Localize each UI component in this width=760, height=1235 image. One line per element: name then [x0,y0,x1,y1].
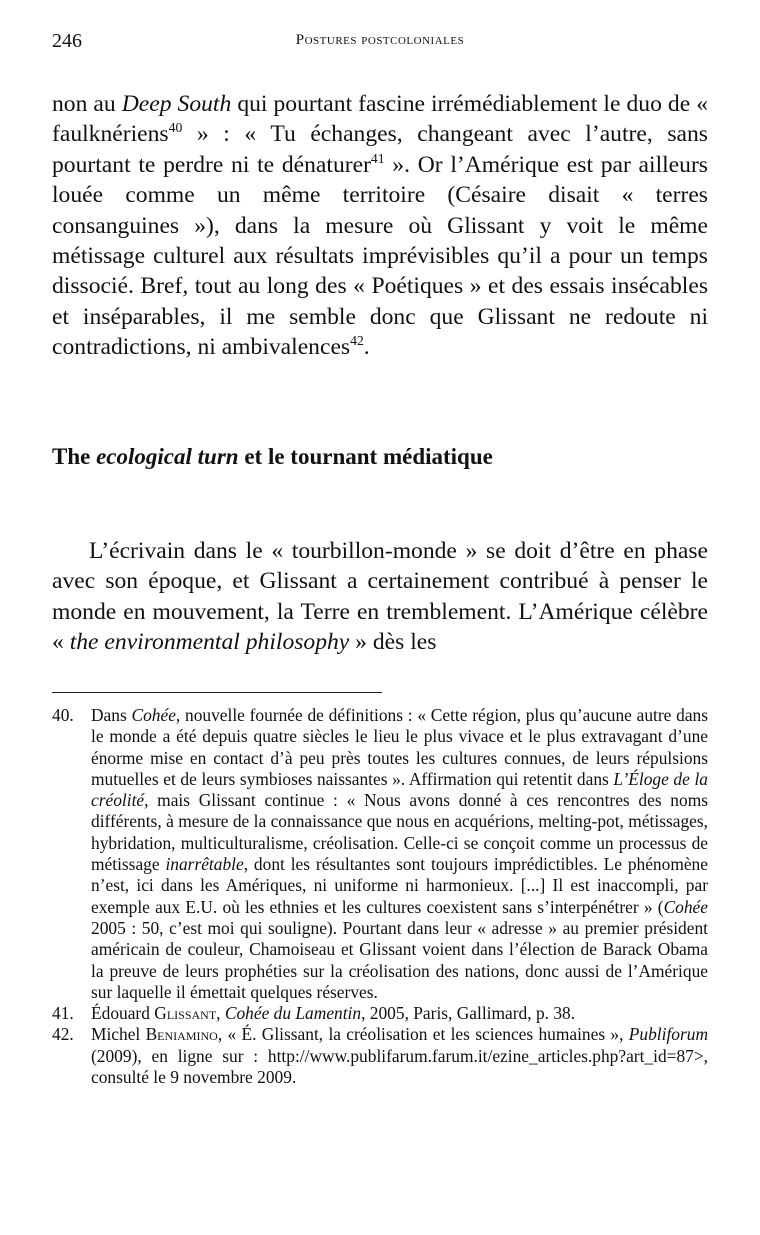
italic-run: Cohée du Lamentin [224,1003,362,1024]
text-run: ». Or l’Amérique est par ailleurs louée comme un même territoire (Césaire disait « terres consanguines »), dans la mesure où Glissant y voit le même métissage culturel aux résultats imprévisibles qu’il a pour un temps dissocié. Bref, tout au long des « Poétiques » et des essais insécables et inséparables, il me semble donc que Glissant ne redoute ni contradictions, ni ambivalences [52,151,708,361]
italic-run: Deep South [121,91,232,117]
italic-run: L’Éloge de la créolité [91,768,708,811]
text-run: L’écrivain dans le « tourbillon-monde » se doit d’être en phase avec son époque, et Glissant a certainement contribué à penser le monde en mouvement, la Terre en tremblement. L’Amérique célèbre « [52,538,708,656]
footnote-separator [52,692,382,693]
text-run: Dans [91,705,132,725]
text-run: Michel [91,1024,146,1045]
text-run: , [216,1003,225,1024]
italic-run: the environmental philosophy [69,629,350,656]
text-run: qui pourtant fascine irrémédiablement le duo de « faulknériens [52,91,708,148]
italic-run: Cohée [131,705,176,725]
page-header [52,30,708,56]
footnote-ref-40[interactable]: 40 [168,120,183,136]
footnote-40 [52,705,708,1003]
text-run: , « É. Glissant, la créolisation et les sciences humaines », [217,1024,629,1045]
heading-text: The [52,444,97,469]
text-run: » dès les [349,629,437,656]
section-heading [52,444,493,470]
footnote-number: 41. [52,1003,74,1024]
text-run: , dont les résultantes sont toujours imprédictibles. Le phénomène n’est, ici dans les Amériques, ni uniforme ni harmonieux. [...] Il est inaccompli, par exemple aux E.U. où les ethnies et les cultures coexistent sans s’interpénétrer » ( [91,854,708,917]
footnote-42 [52,1024,708,1088]
text-run: , mais Glissant continue : « Nous avons donné à ces rencontres des noms différents, à mesure de la connaissance que nous en acquérions, melting-pot, métissages, hybridation, multiculturalisme, créolisation. Celle-ci se conçoit comme un processus de métissage [91,790,708,875]
heading-italic: ecological turn [96,444,239,469]
text-run: Édouard [91,1003,155,1024]
body-paragraph-2 [52,536,708,658]
text-run: 2005 : 50, c’est moi qui souligne). Pourtant dans leur « adresse » au premier président américain de couleur, Chamoiseau et Glissant voient dans l’élection de Barack Obama la preuve de leurs prophéties sur la créolisation des nations, donc aussi de l’Amérique sur laquelle il émettait quelques réserves. [91,917,708,1002]
running-title: Postures postcoloniales [295,32,465,48]
footnote-ref-41[interactable]: 41 [370,150,385,166]
footnote-number: 40. [52,705,74,725]
footnote-ref-42[interactable]: 42 [350,333,364,349]
link-text[interactable]: (2009), en ligne sur : http://www.publifarum.farum.it/ezine_articles.php?art_id=87>, consulté le 9 novembre 2009. [91,1045,708,1088]
text-run: » : « Tu échanges, changeant avec l’autre, sans pourtant te perdre ni te dénaturer [52,121,708,178]
body-paragraph-1 [52,89,708,363]
italic-run: Publiforum [628,1024,709,1045]
text-run: non au [52,91,122,117]
author-surname: Beniamino [145,1024,218,1045]
footnote-number: 42. [52,1024,74,1045]
text-run: . [363,334,370,361]
author-surname: Glissant [154,1003,217,1024]
italic-run: Cohée [663,896,708,917]
text-run: , 2005, Paris, Gallimard, p. 38. [361,1003,576,1024]
text-run: , nouvelle fournée de définitions : « Cette région, plus qu’aucune autre dans le monde a été depuis quatre siècles le lieu le plus vivace et le plus extravagant d’une énorme mise en contact d’à peu près toutes les cultures connues, de leurs répulsions mutuelles et de leurs symbioses naissantes ». Affirmation qui retentit dans [91,705,708,789]
footnotes [52,705,708,1088]
heading-text: et le tournant médiatique [238,444,493,469]
italic-run: inarrêtable [165,854,244,875]
page-number: 246 [52,30,82,52]
footnote-41 [52,1003,708,1024]
